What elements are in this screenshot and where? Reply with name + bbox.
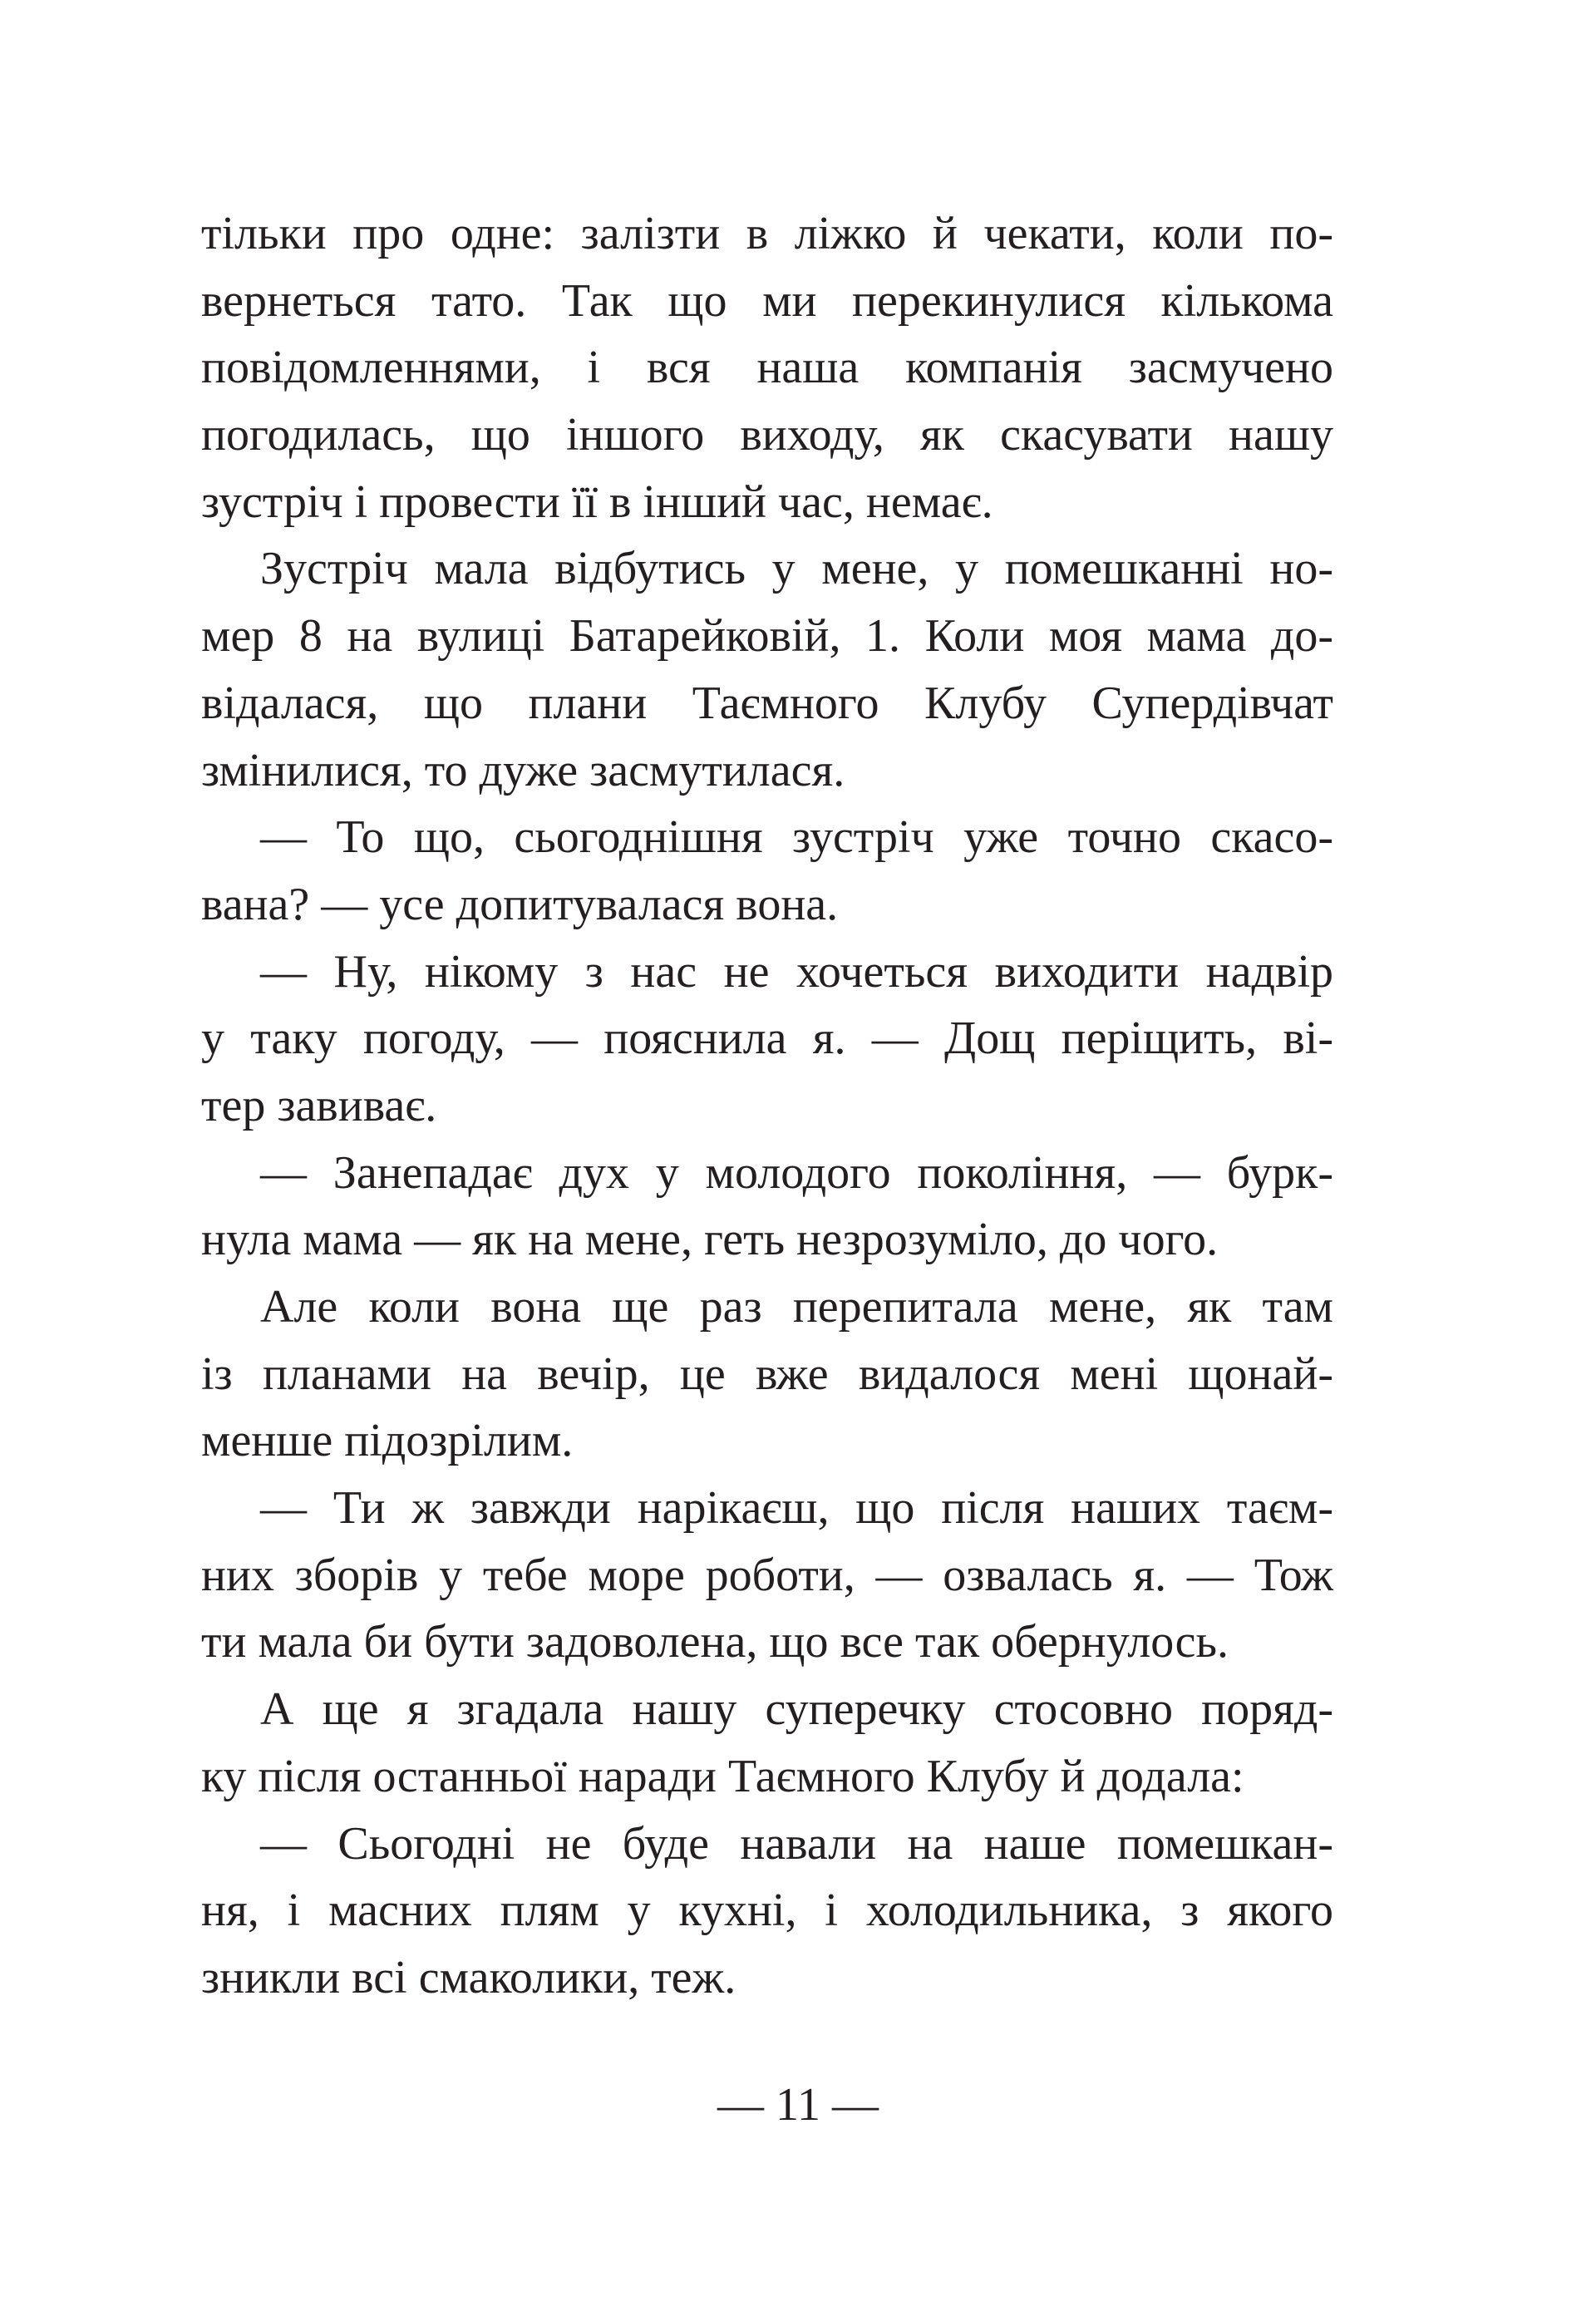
text-line: нула мама — як на мене, геть незрозуміло, до чого. <box>201 1214 1219 1266</box>
text-line: ку після останньої наради Таємного Клубу й додала: <box>201 1750 1244 1802</box>
text-line: погодилась, що іншого виходу, як скасувати нашу <box>201 409 1333 461</box>
text-line: — Ти ж завжди нарікаєш, що після наших таєм- <box>260 1482 1333 1535</box>
page-number: — 11 — <box>717 2079 879 2131</box>
text-line: повідомленнями, і вся наша компанія засмучено <box>201 342 1333 394</box>
text-line: А ще я згадала нашу суперечку стосовно поряд- <box>260 1683 1333 1736</box>
text-line: ти мала би бути задоволена, що все так обернулось. <box>201 1616 1229 1668</box>
text-line: Але коли вона ще раз перепитала мене, як там <box>260 1281 1333 1333</box>
text-line: тільки про одне: залізти в ліжко й чекати, коли по- <box>201 208 1333 259</box>
text-line: Зустріч мала відбутись у мене, у помешканні но- <box>260 543 1333 595</box>
text-line: відалася, що плани Таємного Клубу Супердівчат <box>201 677 1333 729</box>
text-line: тер завиває. <box>201 1079 437 1131</box>
text-line: у таку погоду, — пояснила я. — Дощ періщить, ві- <box>201 1013 1333 1065</box>
text-line: ня, і масних плям у кухні, і холодильника, з якого <box>201 1885 1333 1937</box>
text-line: — То що, сьогоднішня зустріч уже точно скасо- <box>260 811 1333 864</box>
text-line: — Занепадає дух у молодого покоління, — бурк- <box>260 1146 1333 1199</box>
text-line: вана? — усе допитувалася вона. <box>201 878 839 930</box>
text-line: зникли всі смаколики, теж. <box>201 1951 736 2003</box>
body-text <box>201 200 1333 2012</box>
text-line: вернеться тато. Так що ми перекинулися кількома <box>201 274 1333 327</box>
text-line: зустріч і провести її в інший час, немає. <box>201 476 993 528</box>
text-line: — Ну, нікому з нас не хочеться виходити надвір <box>260 945 1333 998</box>
text-line: змінилися, то дуже засмутилася. <box>201 744 845 796</box>
text-line: — Сьогодні не буде навали на наше помешкан- <box>260 1817 1333 1870</box>
text-line: менше підозрілим. <box>201 1415 574 1467</box>
text-line: них зборів у тебе море роботи, — озвалась я. — Тож <box>201 1549 1333 1601</box>
text-line: із планами на вечір, це вже видалося мені щонай- <box>201 1348 1333 1400</box>
text-line: мер 8 на вулиці Батарейковій, 1. Коли моя мама до- <box>201 610 1333 663</box>
